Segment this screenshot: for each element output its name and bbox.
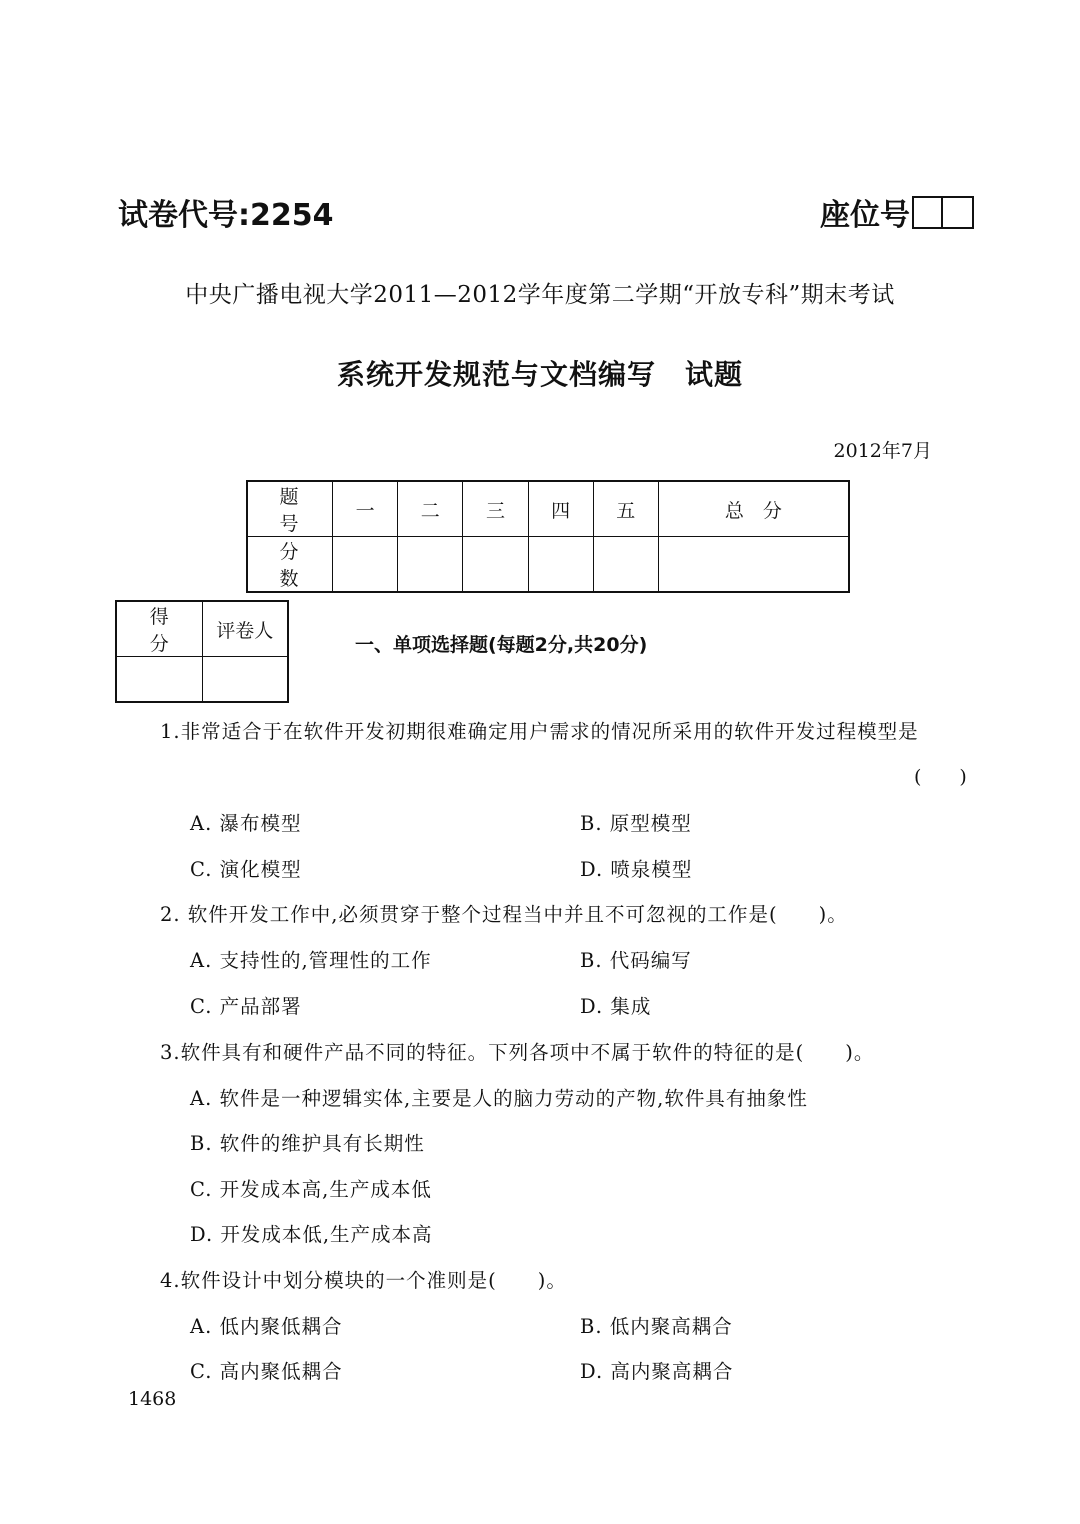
paper-code: 试卷代号:2254 bbox=[118, 198, 334, 233]
score-entry-cell bbox=[463, 537, 528, 593]
option-c: C. 产品部署 bbox=[190, 995, 302, 1018]
option-d: D. 高内聚高耦合 bbox=[580, 1360, 734, 1383]
score-entry-cell bbox=[528, 537, 593, 593]
grader-entry-cell bbox=[202, 657, 288, 703]
answer-paren: ( ) bbox=[914, 766, 967, 788]
score-table-cell: 五 bbox=[593, 481, 658, 537]
question-text: 1.非常适合于在软件开发初期很难确定用户需求的情况所采用的软件开发过程模型是 bbox=[160, 720, 919, 743]
score-table-score-row bbox=[247, 537, 849, 593]
option-b: B. 软件的维护具有长期性 bbox=[190, 1132, 425, 1155]
question-text: 2. 软件开发工作中,必须贯穿于整个过程当中并且不可忽视的工作是( )。 bbox=[160, 903, 848, 926]
option-d: D. 集成 bbox=[580, 995, 652, 1018]
score-entry-cell bbox=[398, 537, 463, 593]
score-table-cell: 分 数 bbox=[247, 537, 333, 593]
score-table-cell: 二 bbox=[398, 481, 463, 537]
grader-table bbox=[115, 600, 289, 703]
option-d: D. 开发成本低,生产成本高 bbox=[190, 1223, 433, 1246]
option-b: B. 原型模型 bbox=[580, 812, 692, 835]
score-table-cell: 总 分 bbox=[658, 481, 849, 537]
option-b: B. 低内聚高耦合 bbox=[580, 1315, 733, 1338]
question-text: 3.软件具有和硬件产品不同的特征。下列各项中不属于软件的特征的是( )。 bbox=[160, 1041, 875, 1064]
grader-score-label: 得 分 bbox=[116, 601, 202, 657]
option-a: A. 支持性的,管理性的工作 bbox=[190, 949, 432, 972]
option-c: C. 高内聚低耦合 bbox=[190, 1360, 343, 1383]
option-c: C. 演化模型 bbox=[190, 858, 302, 881]
grader-entry-cell bbox=[116, 657, 202, 703]
exam-header: 中央广播电视大学2011—2012学年度第二学期“开放专科”期末考试 bbox=[185, 282, 895, 308]
score-table-cell: 题 号 bbox=[247, 481, 333, 537]
grader-table-header-row bbox=[116, 601, 288, 657]
seat-box bbox=[943, 196, 974, 229]
grader-label: 评卷人 bbox=[202, 601, 288, 657]
option-b: B. 代码编写 bbox=[580, 949, 692, 972]
seat-box bbox=[912, 196, 943, 229]
score-table-header-row bbox=[247, 481, 849, 537]
score-table-cell: 三 bbox=[463, 481, 528, 537]
score-entry-cell bbox=[593, 537, 658, 593]
option-c: C. 开发成本高,生产成本低 bbox=[190, 1178, 432, 1201]
seat-label: 座位号 bbox=[820, 198, 910, 233]
option-a: A. 瀑布模型 bbox=[190, 812, 302, 835]
seat-boxes bbox=[912, 196, 974, 229]
score-table-cell: 一 bbox=[333, 481, 398, 537]
score-entry-cell bbox=[658, 537, 849, 593]
section-title: 一、单项选择题(每题2分,共20分) bbox=[355, 634, 648, 656]
exam-date: 2012年7月 bbox=[833, 440, 932, 462]
question-text: 4.软件设计中划分模块的一个准则是( )。 bbox=[160, 1269, 567, 1292]
option-a: A. 软件是一种逻辑实体,主要是人的脑力劳动的产物,软件具有抽象性 bbox=[190, 1087, 808, 1110]
grader-table-entry-row bbox=[116, 657, 288, 703]
score-table bbox=[246, 480, 850, 593]
seat-number bbox=[820, 190, 974, 234]
option-d: D. 喷泉模型 bbox=[580, 858, 693, 881]
page-number: 1468 bbox=[128, 1388, 177, 1410]
score-table-cell: 四 bbox=[528, 481, 593, 537]
exam-title: 系统开发规范与文档编写 试题 bbox=[336, 358, 743, 391]
option-a: A. 低内聚低耦合 bbox=[190, 1315, 343, 1338]
